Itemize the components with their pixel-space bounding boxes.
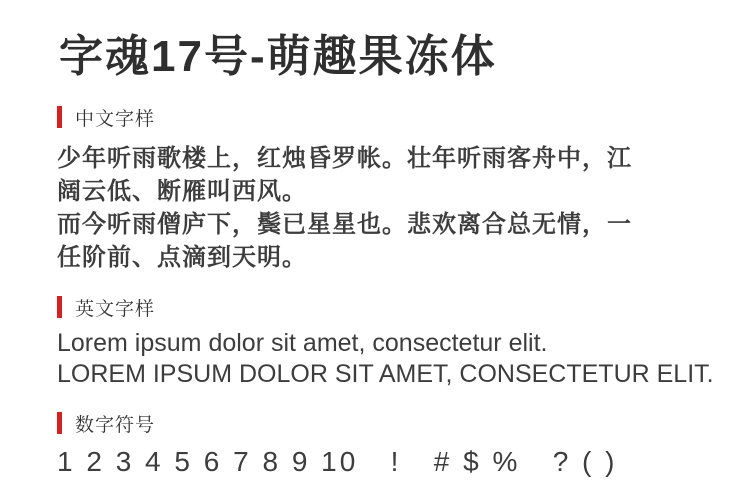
red-bar-icon <box>57 412 62 434</box>
section-header-english <box>57 295 700 319</box>
chinese-sample-line: 而今听雨僧庐下，鬓已星星也。悲欢离合总无情，一 <box>57 211 632 238</box>
english-sample-line: LOREM IPSUM DOLOR SIT AMET, CONSECTETUR ELIT. <box>57 360 714 388</box>
chinese-sample-line: 阔云低、断雁叫西风。 <box>57 178 307 205</box>
english-sample-line: Lorem ipsum dolor sit amet, consectetur elit. <box>57 329 548 357</box>
numbers-sample-text: 1 2 3 4 5 6 7 8 9 10 ! # $ % ? ( ) <box>57 446 618 477</box>
section-english-sample <box>57 295 714 390</box>
section-label-numbers: 数字符号 <box>75 414 156 436</box>
english-sample-text <box>57 328 714 390</box>
red-bar-icon <box>57 106 62 128</box>
section-label-chinese: 中文字样 <box>75 108 156 130</box>
font-title: 字魂17号-萌趣果冻体 <box>59 32 497 81</box>
chinese-sample-text <box>57 142 700 274</box>
chinese-sample-line: 少年听雨歌楼上，红烛昏罗帐。壮年听雨客舟中，江 <box>57 145 632 172</box>
section-header-numbers <box>57 411 700 435</box>
section-chinese-sample <box>57 105 700 274</box>
chinese-sample-line: 任阶前、点滴到天明。 <box>57 244 307 271</box>
section-label-english: 英文字样 <box>75 298 156 320</box>
section-header-chinese <box>57 105 700 129</box>
red-bar-icon <box>57 296 62 318</box>
section-numbers-sample <box>57 411 700 479</box>
